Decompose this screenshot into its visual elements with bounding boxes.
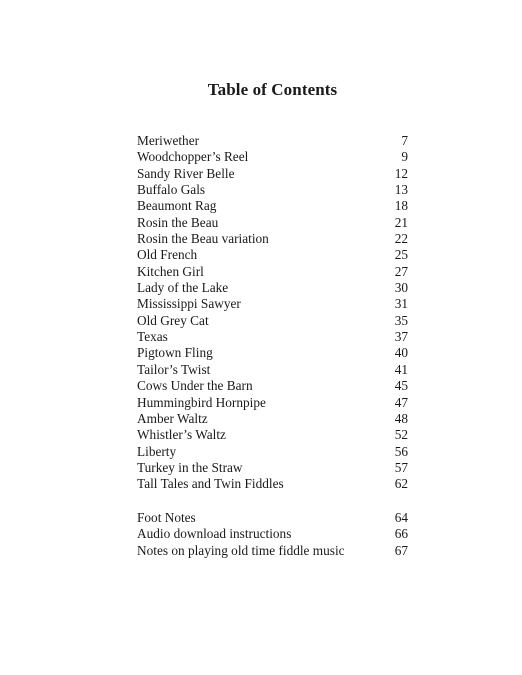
toc-entry-page-number: 30 (394, 280, 408, 296)
toc-entry-title: Amber Waltz (137, 410, 208, 426)
toc-entry-page-number: 45 (394, 378, 408, 394)
toc-entry-page-number: 41 (394, 361, 408, 377)
toc-entry-title: Buffalo Gals (137, 182, 206, 198)
toc-entry (137, 329, 408, 345)
toc-entry (137, 378, 408, 394)
toc-entry-title: Lady of the Lake (137, 280, 229, 296)
toc-entry-title: Tall Tales and Twin Fiddles (137, 476, 284, 492)
toc-entry (137, 510, 408, 526)
toc-entry-title: Pigtown Fling (137, 345, 213, 361)
toc-entry-title: Liberty (137, 443, 177, 459)
toc-entry-page-number: 66 (394, 526, 408, 542)
toc-entry (137, 395, 408, 411)
toc-entry (137, 345, 408, 361)
toc-entry-page-number: 31 (394, 296, 408, 312)
toc-list (137, 133, 408, 493)
toc-entry (137, 264, 408, 280)
toc-entry-page-number: 12 (394, 165, 408, 181)
toc-entry-page-number: 7 (401, 133, 408, 148)
toc-entry-page-number: 64 (394, 510, 408, 525)
toc-entry-page-number: 25 (394, 247, 408, 263)
toc-entry-page-number: 27 (394, 263, 408, 279)
toc-entry (137, 280, 408, 296)
toc-entry-title: Whistler’s Waltz (137, 427, 226, 443)
toc-entry (137, 476, 408, 492)
toc-entry-title: Tailor’s Twist (137, 361, 211, 377)
toc-entry-page-number: 13 (394, 182, 408, 198)
toc-entry (137, 198, 408, 214)
toc-entry (137, 296, 408, 312)
toc-entry-title: Mississippi Sawyer (137, 296, 241, 312)
toc-entry (137, 313, 408, 329)
toc-entry-page-number: 18 (394, 198, 408, 214)
toc-entry-title: Woodchopper’s Reel (137, 149, 249, 165)
toc-entry-title: Meriwether (137, 133, 200, 148)
toc-entry-page-number: 48 (394, 410, 408, 426)
toc-entry-title: Texas (137, 329, 168, 345)
toc-entry-page-number: 21 (394, 214, 408, 230)
toc-entry (137, 460, 408, 476)
toc-entry (137, 411, 408, 427)
toc-entry-title: Sandy River Belle (137, 165, 235, 181)
toc-entry-page-number: 67 (394, 542, 408, 558)
page-title: Table of Contents (207, 80, 338, 99)
toc-entry-page-number: 62 (394, 476, 408, 492)
toc-entry (137, 166, 408, 182)
toc-entry-page-number: 56 (394, 443, 408, 459)
toc-entry (137, 182, 408, 198)
toc-entry-title: Kitchen Girl (137, 263, 204, 279)
toc-entry-title: Foot Notes (137, 510, 196, 525)
toc-entry-title: Old Grey Cat (137, 312, 209, 328)
toc-entry (137, 215, 408, 231)
toc-entry-title: Old French (137, 247, 198, 263)
toc-entry (137, 231, 408, 247)
toc-entry (137, 543, 408, 559)
toc-entry-page-number: 35 (394, 312, 408, 328)
toc-entry-title: Hummingbird Hornpipe (137, 394, 266, 410)
toc-entry-page-number: 37 (394, 329, 408, 345)
toc-entry (137, 149, 408, 165)
toc-entry-page-number: 40 (394, 345, 408, 361)
toc-entry-page-number: 47 (394, 394, 408, 410)
toc-entry-page-number: 57 (394, 459, 408, 475)
toc-entry (137, 362, 408, 378)
toc-appendix-list (137, 510, 408, 559)
toc-entry-title: Cows Under the Barn (137, 378, 253, 394)
toc-entry (137, 526, 408, 542)
toc-entry-page-number: 22 (394, 231, 408, 247)
toc-entry (137, 427, 408, 443)
toc-entry-page-number: 52 (394, 427, 408, 443)
toc-entry-title: Rosin the Beau variation (137, 231, 269, 247)
toc-entry (137, 247, 408, 263)
toc-entry-title: Notes on playing old time fiddle music (137, 542, 345, 558)
toc-entry-title: Audio download instructions (137, 526, 292, 542)
toc-entry (137, 444, 408, 460)
toc-entry-page-number: 9 (401, 149, 408, 165)
toc-entry-title: Turkey in the Straw (137, 459, 243, 475)
toc-entry-title: Rosin the Beau (137, 214, 219, 230)
toc-entry (137, 133, 408, 149)
toc-entry-title: Beaumont Rag (137, 198, 217, 214)
